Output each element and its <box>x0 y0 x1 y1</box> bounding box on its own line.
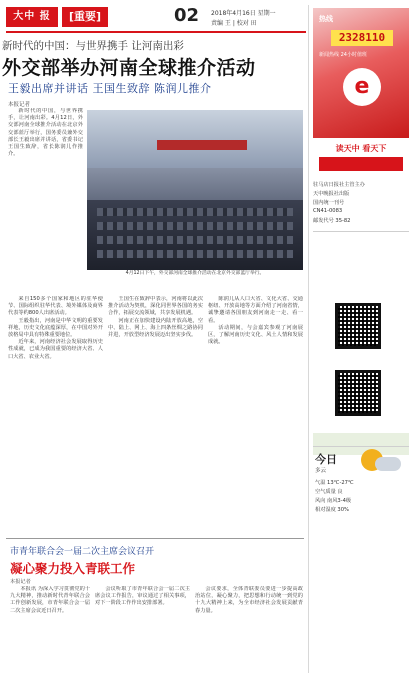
paragraph: 活动期间，与会嘉宾参观了河南展区，了解河南历史文化、风土人情和发展成就。 <box>208 324 303 346</box>
publisher-line: CN41-0083 <box>313 208 343 214</box>
paragraph: 王毅指出，河南是中华文明的重要发祥地，历史文化底蕴深厚，在中国对外开放格局中具有特殊重要地位。 <box>8 317 103 339</box>
sidebar-divider <box>313 231 409 232</box>
page-number: 02 <box>174 5 200 26</box>
header-rule <box>6 31 306 33</box>
publisher-line: 国内统一刊号 <box>313 200 345 206</box>
photo-seat-row <box>97 250 293 258</box>
publisher-line: 邮发代号 35-82 <box>313 218 351 224</box>
publisher-line: 天中晚报社出版 <box>313 191 350 197</box>
masthead: 大中 报 <box>6 7 58 27</box>
main-headline: 外交部举办河南全球推介活动 <box>2 57 256 79</box>
paragraph: 新时代的中国，与世界携手，让河南出彩。4月12日，外交部河南全球推介活动在北京外交部蓝厅举行，国务委员兼外交部长王毅出席并讲话，省委书记王国生致辞，省长陈润儿作推介。 <box>8 108 83 158</box>
weather-line: 气温 13℃-27℃ <box>315 480 354 486</box>
main-byline: 本报记者 <box>8 102 31 108</box>
paragraph: 近年来，河南经济社会发展取得历史性成就，已成为我国重要的经济大省、人口大省、农业大省。 <box>8 339 103 360</box>
sidebar <box>308 5 411 673</box>
bottom-column-1 <box>10 586 90 672</box>
sidebar-divider <box>313 446 409 447</box>
red-banner <box>319 157 403 171</box>
paragraph: 本报讯 为深入学习贯彻党的十九大精神，推动新时代青年联合会工作创新发展，市青年联合会一届二次主席会议近日召开。 <box>10 586 90 614</box>
photo-seat-row <box>97 208 293 216</box>
main-kicker: 新时代的中国：与世界携手 让河南出彩 <box>2 40 184 52</box>
main-subhead: 王毅出席并讲话 王国生致辞 陈润儿推介 <box>8 82 212 95</box>
section-divider <box>6 538 304 539</box>
cloud-icon <box>375 457 401 471</box>
main-column-1 <box>8 108 83 294</box>
main-column-2 <box>8 296 103 534</box>
bottom-kicker: 市青年联合会一届二次主席会议召开 <box>10 547 155 557</box>
bottom-column-2 <box>95 586 190 672</box>
photo-seat-row <box>97 222 293 230</box>
ad-subtitle: 新闻热线 24小时值班 <box>319 52 367 58</box>
weather-line: 风向 南风3-4级 <box>315 498 352 504</box>
paragraph: 陈润儿从人口大省、文化大省、交通枢纽、开放高地等方面介绍了河南省情，诚挚邀请各国朋友到河南走一走、看一看。 <box>208 296 303 324</box>
qr-code-icon[interactable] <box>335 303 381 349</box>
publisher-line: 驻马店日报社主管主办 <box>313 182 365 188</box>
weather-line: 空气质量 良 <box>315 489 343 495</box>
hotline-ad <box>313 8 409 138</box>
issue-date: 2018年4月16日 星期一 <box>211 10 276 17</box>
ad-hotline-number: 2328110 <box>331 30 393 46</box>
paragraph: 王国生在致辞中表示，河南将以此次推介活动为契机，深化同世界各国的务实合作，拓展交流领域，共享发展机遇。 <box>108 296 203 317</box>
slogan: 读天中 看天下 <box>335 144 387 153</box>
ad-title: 热线 <box>319 15 333 23</box>
photo-banner <box>157 140 247 150</box>
paragraph: 河南正在加快建设内陆开放高地，空中、陆上、网上、海上四条丝绸之路协同并进，开放型经济发展迈出坚实步伐。 <box>108 317 203 339</box>
bottom-byline: 本报记者 <box>10 579 31 585</box>
news-photo <box>87 110 303 270</box>
paragraph: 会议要求，全体青联委员要进一步提高政治站位，凝心聚力，把思想和行动统一到党的十九大精神上来，为全市经济社会发展贡献青春力量。 <box>195 586 303 614</box>
weather-title: 今日 <box>315 453 337 466</box>
brand-logo-icon: e <box>343 68 381 106</box>
main-column-4 <box>208 296 303 534</box>
weather-line: 相对湿度 30% <box>315 507 349 513</box>
photo-seat-row <box>97 236 293 244</box>
editor-credit: 责编 王 | 校对 田 <box>211 20 257 27</box>
paragraph: 会议听取了市青年联合会一届二次主席会议工作报告，审议通过了相关事项，对下一阶段工作作出安排部署。 <box>95 586 190 607</box>
paragraph: 来自150多个国家和地区的驻华使节、国际组织驻华代表、境外媒体及商界代表等约800人出席活动。 <box>8 296 103 317</box>
weather-condition: 多云 <box>315 468 327 474</box>
section-tag: [重要] <box>62 7 108 27</box>
bottom-column-3 <box>195 586 303 672</box>
main-column-3 <box>108 296 203 534</box>
qr-code-icon[interactable] <box>335 370 381 416</box>
bottom-headline: 凝心聚力投入青联工作 <box>10 561 136 576</box>
photo-caption: 4月12日下午，外交部河南全球推介活动在北京外交部蓝厅举行。 <box>125 271 265 276</box>
photo-stage <box>87 110 303 168</box>
